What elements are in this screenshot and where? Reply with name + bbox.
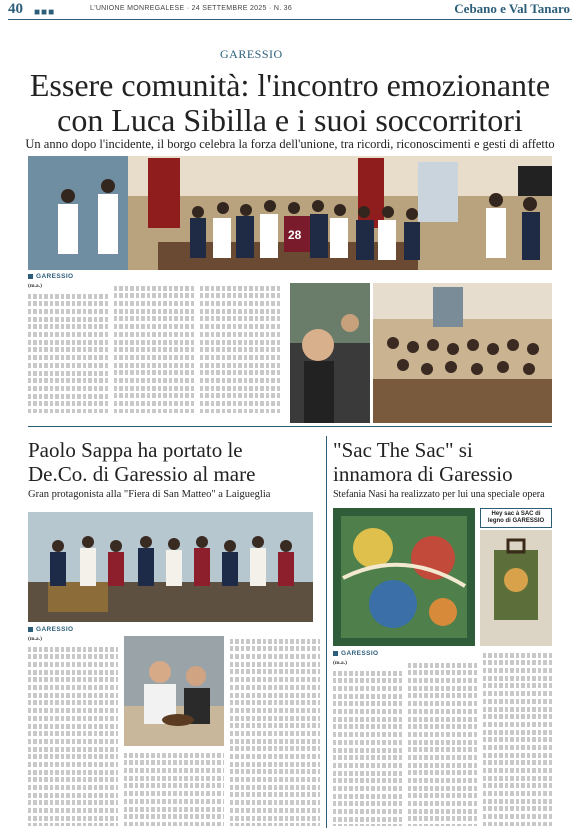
text-line (408, 678, 478, 683)
article3-column-2 (408, 660, 478, 826)
text-line (408, 686, 478, 691)
text-line (483, 714, 553, 719)
article2-title-line2: De.Co. di Garessio al mare (28, 462, 256, 487)
text-line (230, 662, 320, 667)
text-line (333, 701, 403, 706)
text-line (230, 669, 320, 674)
text-line (483, 676, 553, 681)
text-line (114, 340, 194, 345)
article3-title (333, 438, 573, 486)
text-line (408, 747, 478, 752)
text-line (124, 799, 224, 804)
text-line (230, 677, 320, 682)
article1-photo-left (290, 283, 370, 423)
text-line (124, 753, 224, 758)
text-line (333, 794, 403, 799)
text-line (408, 816, 478, 821)
text-line (333, 724, 403, 729)
jersey-number: 28 (288, 228, 302, 242)
text-line (483, 783, 553, 788)
article2-photo-chef (124, 636, 224, 746)
text-line (333, 671, 403, 676)
text-line (408, 693, 478, 698)
text-line (114, 409, 194, 413)
article2-byline: (m.a.) (28, 636, 42, 642)
text-line (28, 355, 108, 360)
article2-title-line1: Paolo Sappa ha portato le (28, 438, 243, 462)
text-line (200, 370, 280, 375)
text-line (408, 801, 478, 806)
text-line (333, 801, 403, 806)
text-line (483, 753, 553, 758)
text-line (333, 771, 403, 776)
text-line (230, 785, 320, 790)
text-line (28, 662, 118, 667)
text-line (333, 686, 403, 691)
text-line (230, 731, 320, 736)
text-line (408, 724, 478, 729)
page-number: 40 (8, 1, 23, 17)
text-line (333, 709, 403, 714)
text-line (114, 401, 194, 406)
text-line (28, 700, 118, 705)
article2-column-1 (28, 636, 118, 826)
article1-title-line2: con Luca Sibilla e i suoi soccorritori (57, 101, 523, 138)
text-line (200, 316, 280, 321)
text-line (28, 685, 118, 690)
text-line (230, 639, 320, 644)
portrait-illustration (290, 283, 370, 423)
text-line (230, 723, 320, 728)
text-line (124, 814, 224, 819)
text-line (483, 653, 553, 658)
group-photo-illustration (28, 156, 552, 270)
text-line (28, 371, 108, 376)
text-line (230, 762, 320, 767)
chef-illustration (124, 636, 224, 746)
text-line (200, 393, 280, 398)
text-line (408, 809, 478, 814)
text-line (333, 748, 403, 753)
article3-title-line2: innamora di Garessio (333, 462, 513, 487)
header-rule (8, 19, 572, 20)
header-dots: ■■■ (34, 7, 56, 18)
text-line (28, 777, 118, 782)
text-line (483, 737, 553, 742)
text-line (28, 647, 118, 652)
text-line (230, 654, 320, 659)
text-line (28, 294, 108, 299)
text-line (230, 808, 320, 813)
article3-photo-tag: GARESSIO (333, 650, 379, 657)
text-line (333, 778, 403, 783)
text-line (408, 778, 478, 783)
text-line (200, 347, 280, 352)
text-line (408, 740, 478, 745)
text-line (483, 776, 553, 781)
text-line (483, 730, 553, 735)
text-line (114, 332, 194, 337)
text-line (124, 768, 224, 773)
text-line (28, 708, 118, 713)
article3-photo-inset (480, 530, 552, 646)
text-line (483, 799, 553, 804)
text-line (200, 409, 280, 413)
text-line (28, 724, 118, 729)
article3-column-1 (333, 660, 403, 826)
text-line (333, 717, 403, 722)
text-line (28, 317, 108, 322)
text-line (28, 739, 118, 744)
text-line (200, 340, 280, 345)
text-line (28, 301, 108, 306)
text-line (230, 685, 320, 690)
text-line (200, 363, 280, 368)
text-line (230, 792, 320, 797)
text-line (200, 332, 280, 337)
text-line (200, 324, 280, 329)
text-line (114, 370, 194, 375)
artwork-illustration (333, 508, 475, 646)
publication-line: L'UNIONE MONREGALESE · 24 SETTEMBRE 2025 · N. 36 (90, 5, 293, 12)
article1-column-1 (28, 283, 108, 413)
text-line (200, 309, 280, 314)
article3-column-3 (483, 650, 553, 826)
text-line (230, 716, 320, 721)
text-line (200, 401, 280, 406)
text-line (200, 386, 280, 391)
text-line (28, 731, 118, 736)
text-line (28, 677, 118, 682)
text-line (200, 293, 280, 298)
text-line (483, 707, 553, 712)
text-line (333, 740, 403, 745)
text-line (333, 824, 403, 826)
text-line (28, 823, 118, 826)
text-line (28, 309, 108, 314)
text-line (28, 401, 108, 406)
text-line (28, 770, 118, 775)
text-line (114, 355, 194, 360)
text-line (200, 301, 280, 306)
article3-deck: Stefania Nasi ha realizzato per lui una speciale opera (333, 489, 545, 500)
text-line (408, 755, 478, 760)
text-line (408, 663, 478, 668)
article3-title-line1: "Sac The Sac" si (333, 438, 473, 462)
text-line (230, 754, 320, 759)
text-line (124, 807, 224, 812)
article1-column-2 (114, 283, 194, 413)
article2-column-3 (230, 636, 320, 826)
audience-illustration (373, 283, 552, 423)
text-line (114, 309, 194, 314)
text-line (230, 700, 320, 705)
text-line (333, 694, 403, 699)
text-line (230, 708, 320, 713)
text-line (28, 394, 108, 399)
text-line (114, 363, 194, 368)
text-line (114, 293, 194, 298)
text-line (230, 746, 320, 751)
text-line (333, 732, 403, 737)
text-line (230, 769, 320, 774)
text-line (483, 791, 553, 796)
text-line (333, 786, 403, 791)
text-line (28, 716, 118, 721)
article2-photo-tag: GARESSIO (28, 626, 74, 633)
article1-photo-tag: GARESSIO (28, 273, 74, 280)
text-line (483, 668, 553, 673)
text-line (124, 783, 224, 788)
article1-photo-right (373, 283, 552, 423)
section-title: Cebano e Val Tanaro (454, 1, 570, 16)
text-line (124, 791, 224, 796)
text-line (483, 822, 553, 826)
article2-photo-main (28, 512, 313, 622)
text-line (28, 800, 118, 805)
text-line (28, 693, 118, 698)
text-line (124, 822, 224, 826)
text-line (114, 324, 194, 329)
article1-column-3 (200, 283, 280, 413)
text-line (408, 786, 478, 791)
text-line (28, 670, 118, 675)
text-line (408, 701, 478, 706)
text-line (28, 340, 108, 345)
page-header (0, 0, 580, 20)
text-line (28, 324, 108, 329)
text-line (483, 760, 553, 765)
text-line (200, 355, 280, 360)
article1-byline: (m.a.) (28, 283, 42, 289)
text-line (333, 817, 403, 822)
article3-byline: (m.a.) (333, 660, 347, 666)
text-line (408, 732, 478, 737)
text-line (483, 806, 553, 811)
text-line (114, 316, 194, 321)
bag-illustration (480, 530, 552, 646)
text-line (483, 683, 553, 688)
text-line (28, 409, 108, 413)
text-line (230, 646, 320, 651)
text-line (28, 785, 118, 790)
article2-title (28, 438, 308, 486)
text-line (333, 755, 403, 760)
text-line (483, 722, 553, 727)
text-line (114, 378, 194, 383)
text-line (483, 660, 553, 665)
text-line (230, 816, 320, 821)
article1-photo-main (28, 156, 552, 270)
text-line (28, 793, 118, 798)
text-line (333, 763, 403, 768)
text-line (483, 691, 553, 696)
text-line (114, 286, 194, 291)
text-line (114, 393, 194, 398)
text-line (483, 699, 553, 704)
text-line (230, 777, 320, 782)
text-line (408, 670, 478, 675)
text-line (28, 808, 118, 813)
text-line (28, 378, 108, 383)
article1-title-line1: Essere comunità: l'incontro emozionante (29, 67, 551, 103)
text-line (408, 763, 478, 768)
text-line (124, 760, 224, 765)
section-divider (28, 426, 552, 427)
text-line (483, 814, 553, 819)
article2-column-2 (124, 750, 224, 826)
text-line (28, 754, 118, 759)
text-line (28, 747, 118, 752)
fair-group-illustration (28, 512, 313, 622)
inset-caption: Hey sac à SAC di legno di GARESSIO (487, 511, 545, 525)
text-line (28, 386, 108, 391)
text-line (200, 378, 280, 383)
text-line (28, 332, 108, 337)
text-line (408, 824, 478, 826)
text-line (114, 347, 194, 352)
text-line (200, 286, 280, 291)
text-line (408, 717, 478, 722)
text-line (333, 809, 403, 814)
article1-kicker: GARESSIO (220, 47, 283, 61)
text-line (28, 347, 108, 352)
text-line (333, 678, 403, 683)
text-line (230, 739, 320, 744)
article3-inset-label (480, 508, 552, 528)
text-line (28, 363, 108, 368)
text-line (114, 386, 194, 391)
text-line (483, 768, 553, 773)
text-line (408, 793, 478, 798)
text-line (230, 800, 320, 805)
text-line (230, 693, 320, 698)
text-line (28, 762, 118, 767)
text-line (114, 301, 194, 306)
article3-photo-artwork (333, 508, 475, 646)
article1-title (20, 68, 560, 137)
text-line (28, 654, 118, 659)
text-line (230, 823, 320, 826)
text-line (124, 776, 224, 781)
text-line (408, 770, 478, 775)
text-line (483, 745, 553, 750)
article1-deck: Un anno dopo l'incidente, il borgo celebra la forza dell'unione, tra ricordi, riconoscimenti e gesti di affetto (25, 137, 555, 151)
text-line (28, 816, 118, 821)
column-divider (326, 436, 327, 828)
article2-deck: Gran protagonista alla "Fiera di San Matteo" a Laigueglia (28, 489, 271, 500)
text-line (408, 709, 478, 714)
